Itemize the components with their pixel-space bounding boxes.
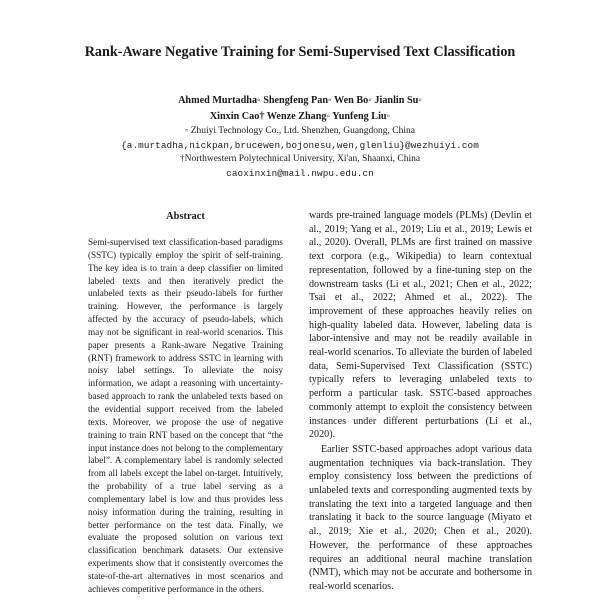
- intro-paragraph-1: wards pre-trained language models (PLMs) (Devlin et al., 2019; Yang et al., 2019; Liu et al., 2019; Lewis et al., 2020). Overall, PLMs are first trained on massive text corpora (e.g., Wikipedia) to learn contextual representation, followed by a fine-tuning step on the downstream tasks (Li et al., 2021; Chen et al., 2022; Tsai et al., 2022; Ahmed et al., 2022). The improvement of these approaches heavily relies on high-quality labeled data. However, labeling data is labor-intensive and may not be readily available in real-world scenarios. To alleviate the burden of labeled data, Semi-Supervised Text Classification (SSTC) typically refers to leveraging unlabeled texts to perform a particular task. SSTC-based approaches commonly attempt to exploit the consistency between instances under different perturbations (Li et al., 2020).: [309, 210, 532, 441]
- paper-title: Rank-Aware Negative Training for Semi-Supervised Text Classification: [84, 44, 516, 60]
- affiliation-2: †Northwestern Polytechnical University, Xi'an, Shaanxi, China: [179, 154, 421, 164]
- abstract-text: Semi-supervised text classification-based paradigms (SSTC) typically employ the spirit of self-training. The key idea is to train a deep classifier on limited labeled texts and then iteratively predict the unlabeled texts as their pseudo-labels for further training. However, the performance is largely affected by the accuracy of pseudo-labels, which may not be significant in real-world scenarios. This paper presents a Rank-aware Negative Training (RNT) framework to address SSTC in learning with noisy label settings. To alleviate the noisy information, we adapt a reasoning with uncertainty-based approach to rank the unlabeled texts based on the evidential support received from the labeled texts. Moreover, we propose the use of negative training to train RNT based on the concept that “the input instance does not belong to the complementary label”. A complementary label is randomly selected from all labels except the label on-target. Intuitively, the probability of a true label serving as a complementary label is low and thus provides less noisy information during the training, resulting in better performance on the test data. Finally, we evaluate the proposed solution on various text classification benchmark datasets. Our extensive experiments show that it consistently overcomes the state-of-the-art alternatives in most scenarios and achieves competitive performance in the others.: [88, 237, 283, 594]
- authors-line-1: Ahmed Murtadha◦ Shengfeng Pan◦ Wen Bo◦ Jianlin Su◦: [178, 95, 422, 106]
- abstract-heading: Abstract: [166, 211, 205, 222]
- emails-1: {a.murtadha,nickpan,brucewen,bojonesu,wen,glenliu}@wezhuiyi.com: [121, 140, 479, 151]
- email-2: caoxinxin@mail.nwpu.edu.cn: [226, 168, 374, 179]
- authors-line-2: Xinxin Cao† Wenze Zhang◦ Yunfeng Liu◦: [209, 111, 391, 122]
- affiliation-1: ◦ Zhuiyi Technology Co., Ltd. Shenzhen, Guangdong, China: [185, 126, 415, 136]
- intro-paragraph-2: Earlier SSTC-based approaches adopt various data augmentation techniques via back-translation. They employ consistency loss between the predictions of unlabeled texts and corresponding augmented texts by translating the text into a targeted language and then translating it back to the source language (Miyato et al., 2019; Xie et al., 2020; Chen et al., 2020). However, the performance of these approaches requires an additional neural machine translation (NMT), which may not be accurate and bothersome in real-world scenarios.: [309, 443, 532, 592]
- introduction-column: [309, 209, 532, 600]
